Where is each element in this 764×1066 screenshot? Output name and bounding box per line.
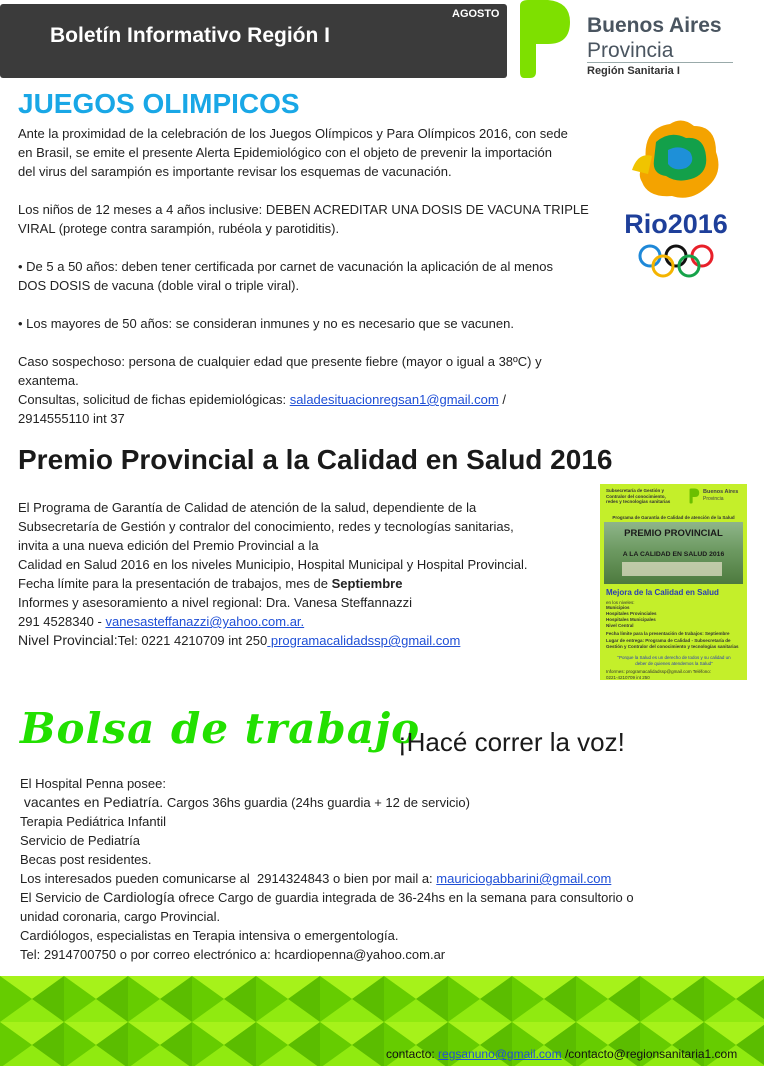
vacancy-bold: vacantes en Pediatría.: [20, 794, 164, 810]
award-deadline: [18, 574, 593, 593]
rio-wordmark: Rio2016: [624, 209, 728, 239]
poster-contact: Informes: programacalidadssp@gmail.com Teléfono: 0221-4210709 int 250: [606, 669, 712, 680]
poster-level: Municipios: [606, 605, 630, 610]
month-label: AGOSTO: [452, 8, 500, 20]
award-line: El Programa de Garantía de Calidad de atención de la salud, dependiente de la: [18, 500, 477, 515]
logo-title: Buenos Aires: [587, 14, 722, 37]
cardio-prefix: El Servicio de: [20, 890, 104, 905]
jobs-line: Terapia Pediátrica Infantil: [20, 814, 166, 829]
cardio-rest: ofrece Cargo de guardia integrada de 36-24hs en la semana para consultorio o: [174, 890, 634, 905]
olympics-phone: 2914555110 int 37: [18, 411, 125, 426]
award-body: [18, 498, 593, 650]
jobs-line: Cardiólogos, especialistas en Terapia intensiva o emergentología.: [20, 928, 399, 943]
province-logo-icon: [512, 0, 574, 78]
jobs-contact: [20, 869, 700, 888]
jobs-heading: Bolsa de trabajo: [20, 704, 421, 753]
poster-logo-subtitle: Provincia: [703, 496, 724, 502]
provincial-email-link[interactable]: programacalidadssp@gmail.com: [267, 633, 461, 648]
contact-suffix: /: [498, 392, 506, 407]
cardio-offer: [20, 888, 700, 907]
poster-deadline: Fecha límite para la presentación de trabajos: Septiembre: [606, 631, 730, 636]
contact-prefix: Consultas, solicitud de fichas epidemiológicas:: [18, 392, 290, 407]
olympics-paragraph: • De 5 a 50 años: deben tener certificada por carnet de vacunación la aplicación de al menos DOS DOSIS de vacuna (doble viral o triple viral).: [18, 259, 553, 293]
poster-level: Hospitales Municipales: [606, 617, 656, 622]
olympics-paragraph: • Los mayores de 50 años: se consideran inmunes y no es necesario que se vacunen.: [18, 316, 514, 331]
jobs-vacancies: [20, 793, 700, 812]
poster-level: Nivel Central: [606, 623, 634, 628]
poster-logo-title: Buenos Aires: [703, 489, 739, 495]
olympic-rings-icon: [640, 246, 712, 276]
olympics-contact: [18, 390, 604, 409]
poster-program: Programa de Garantía de Calidad de atención de la Salud: [612, 515, 735, 520]
logo-divider: [587, 62, 733, 63]
poster-org: Subsecretaría de Gestión y Contralor del conocimiento, redes y tecnologías sanitarias: [606, 488, 671, 504]
footer-contact: [386, 1047, 737, 1061]
award-line: Subsecretaría de Gestión y contralor del conocimiento, redes y tecnologías sanitarias,: [18, 519, 514, 534]
provincial-phone: Tel: 0221 4210709 int 250: [117, 633, 268, 648]
poster-subtitle: Mejora de la Calidad en Salud: [606, 588, 719, 597]
jobs-line: unidad coronaria, cargo Provincial.: [20, 909, 221, 924]
cardio-bold: Cardiología: [103, 889, 175, 905]
footer-label: contacto:: [386, 1047, 439, 1061]
jobs-slogan: ¡Hacé correr la voz!: [398, 727, 625, 757]
jobs-line: El Hospital Penna posee:: [20, 776, 166, 791]
footer-rest: /contacto@regionsanitaria1.com: [561, 1047, 738, 1061]
olympics-paragraph: Ante la proximidad de la celebración de los Juegos Olímpicos y Para Olímpicos 2016, con sede en Brasil, se emite el presente Alerta Epidemiológico con el objeto de prevenir la importación del virus del sarampión es importante revisar los esquemas de vacunación.: [18, 126, 568, 179]
contact-email-link[interactable]: saladesituacionregsan1@gmail.com: [289, 392, 499, 407]
rio-emblem-icon: [632, 120, 718, 197]
jobs-contact-prefix: Los interesados pueden comunicarse al 2914324843 o bien por mail a:: [20, 871, 437, 886]
poster-quote: "Porque la Salud es un derecho de todos y su calidad un deber de quienes atendemos la Salud": [617, 655, 731, 666]
footer-email-link[interactable]: regsanuno@gmail.com: [438, 1047, 562, 1061]
poster-building: [622, 562, 722, 576]
jobs-line: Becas post residentes.: [20, 852, 152, 867]
jobs-line: Tel: 2914700750 o por correo electrónico a: hcardiopenna@yahoo.com.ar: [20, 947, 446, 962]
jobs-line: Servicio de Pediatría: [20, 833, 140, 848]
provincial-contact: [18, 631, 593, 650]
poster-levels-intro: en los niveles:: [606, 600, 635, 605]
award-poster: [600, 484, 747, 680]
rio2016-logo-icon: [612, 112, 740, 288]
bulletin-title: Boletín Informativo Región I: [50, 24, 331, 47]
poster-title-line2: A LA CALIDAD EN SALUD 2016: [622, 551, 725, 558]
logo-region: Región Sanitaria I: [587, 65, 680, 77]
regional-info: Informes y asesoramiento a nivel regional: Dra. Vanesa Steffannazzi: [18, 595, 413, 610]
vacancy-rest: Cargos 36hs guardia (24hs guardia + 12 de servicio): [163, 795, 470, 810]
jobs-email-link[interactable]: mauriciogabbarini@gmail.com: [436, 871, 612, 886]
regional-phone: 291 4528340 -: [18, 614, 106, 629]
olympics-heading: JUEGOS OLIMPICOS: [18, 88, 300, 119]
jobs-body: [20, 774, 700, 964]
award-heading: Premio Provincial a la Calidad en Salud 2016: [18, 444, 613, 475]
olympics-paragraph: Los niños de 12 meses a 4 años inclusive: DEBEN ACREDITAR UNA DOSIS DE VACUNA TRIPLE VIRAL (protege contra sarampión, rubéola y parotiditis).: [18, 202, 589, 236]
regional-email-link[interactable]: vanesasteffanazzi@yahoo.com.ar.: [105, 614, 305, 629]
deadline-month: Septiembre: [331, 576, 403, 591]
poster-title-line1: PREMIO PROVINCIAL: [624, 528, 723, 539]
poster-logo-icon: [688, 488, 700, 504]
award-line: invita a una nueva edición del Premio Provincial a la: [18, 538, 319, 553]
deadline-prefix: Fecha límite para la presentación de trabajos, mes de: [18, 576, 332, 591]
regional-contact: [18, 612, 593, 631]
poster-level: Hospitales Provinciales: [606, 611, 657, 616]
poster-delivery: Lugar de entrega: Programa de Calidad - Subsecretaría de Gestión y Contralor del conocimiento y tecnologías sanitarias: [606, 638, 739, 649]
logo-subtitle: Provincia: [587, 39, 674, 62]
award-line: Calidad en Salud 2016 en los niveles Municipio, Hospital Municipal y Hospital Provincial.: [18, 557, 528, 572]
olympics-paragraph: Caso sospechoso: persona de cualquier edad que presente fiebre (mayor o igual a 38ºC) y exantema.: [18, 354, 542, 388]
provincial-label: Nivel Provincial:: [18, 632, 118, 648]
olympics-body: [18, 124, 604, 428]
